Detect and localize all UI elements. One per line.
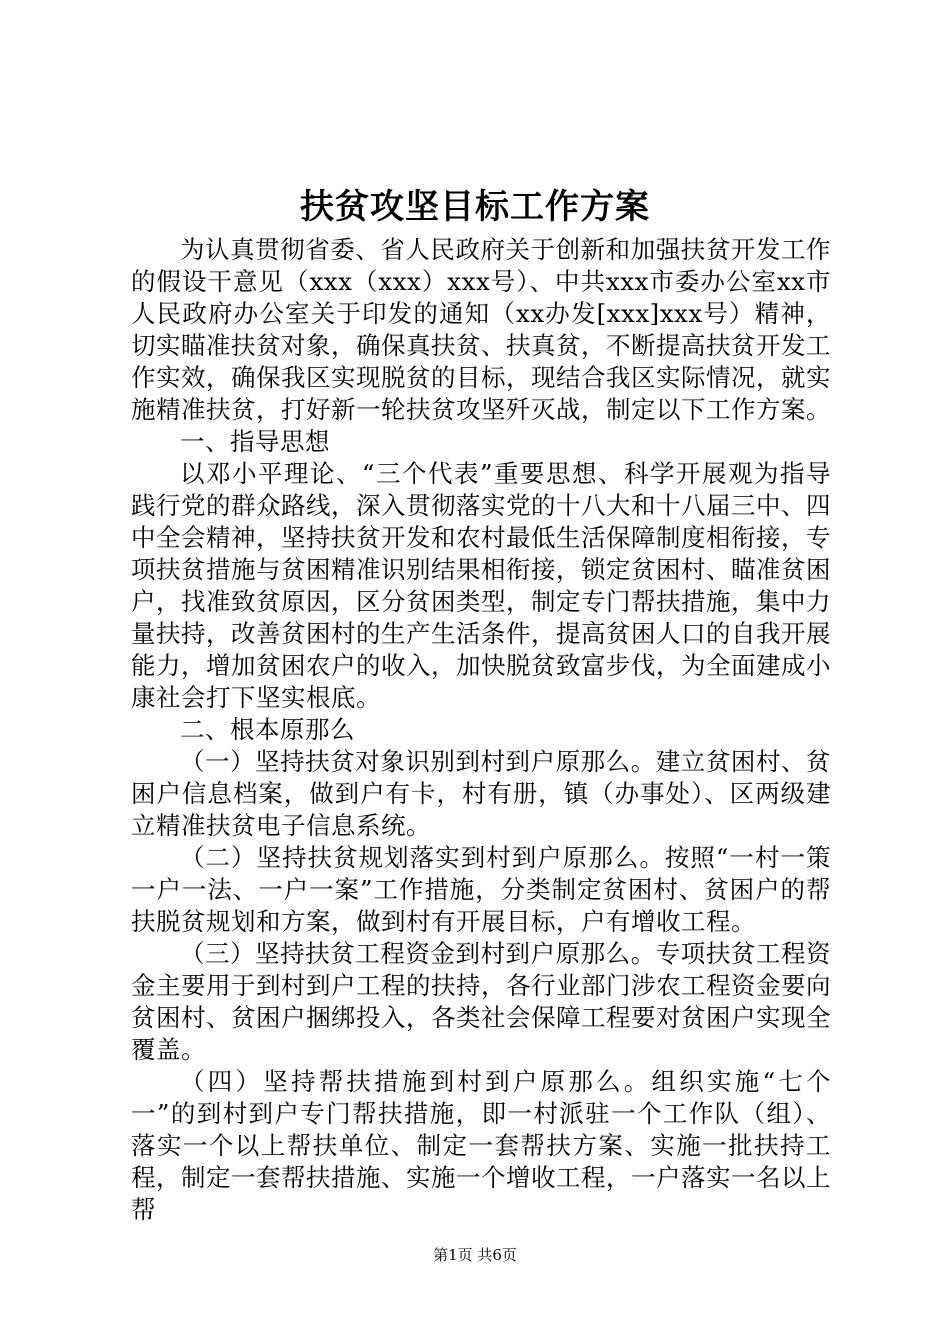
principle-paragraph-2: （二）坚持扶贫规划落实到村到户原那么。按照“一村一策一户一法、一户一案”工作措施，分类制定贫困村、贫困户的帮扶脱贫规划和方案，做到村有开展目标，户有增收工程。 <box>131 843 831 936</box>
principle-paragraph-3: （三）坚持扶贫工程资金到村到户原那么。专项扶贫工程资金主要用于到村到户工程的扶持，各行业部门涉农工程资金要向贫困村、贫困户捆绑投入，各类社会保障工程要对贫困户实现全覆盖。 <box>131 939 831 1064</box>
principle-paragraph-1: （一）坚持扶贫对象识别到村到户原那么。建立贫困村、贫困户信息档案，做到户有卡，村有册，镇（办事处）、区两级建立精准扶贫电子信息系统。 <box>131 747 831 840</box>
section-heading-guiding-ideology: 一、指导思想 <box>180 427 330 456</box>
guiding-ideology-paragraph: 以邓小平理论、“三个代表”重要思想、科学开展观为指导践行党的群众路线，深入贯彻落实党的十八大和十八届三中、四中全会精神，坚持扶贫开发和农村最低生活保障制度相衔接，专项扶贫措施与贫困精准识别结果相衔接，锁定贫困村、瞄准贫困户，找准致贫原因，区分贫困类型，制定专门帮扶措施，集中力量扶持，改善贫困村的生产生活条件，提高贫困人口的自我开展能力，增加贫困农户的收入，加快脱贫致富步伐，为全面建成小康社会打下坚实根底。 <box>131 459 831 712</box>
page-title: 扶贫攻坚目标工作方案 <box>300 187 650 227</box>
section-heading-basic-principles: 二、根本原那么 <box>180 715 355 744</box>
intro-paragraph: 为认真贯彻省委、省人民政府关于创新和加强扶贫开发工作的假设干意见（xxx（xxx）xxx号）、中共xxx市委办公室xx市人民政府办公室关于印发的通知（xx办发[xxx]xxx号）精神，切实瞄准扶贫对象，确保真扶贫、扶真贫，不断提高扶贫开发工作实效，确保我区实现脱贫的目标，现结合我区实际情况，就实施精准扶贫，打好新一轮扶贫攻坚歼灭战，制定以下工作方案。 <box>131 235 831 424</box>
principle-paragraph-4: （四）坚持帮扶措施到村到户原那么。组织实施“七个一”的到村到户专门帮扶措施，即一村派驻一个工作队（组）、落实一个以上帮扶单位、制定一套帮扶方案、实施一批扶持工程，制定一套帮扶措施、实施一个增收工程，一户落实一名以上帮 <box>131 1067 831 1224</box>
document-body <box>131 234 831 1226</box>
page-number-footer: 第1页 共6页 <box>433 1246 517 1264</box>
